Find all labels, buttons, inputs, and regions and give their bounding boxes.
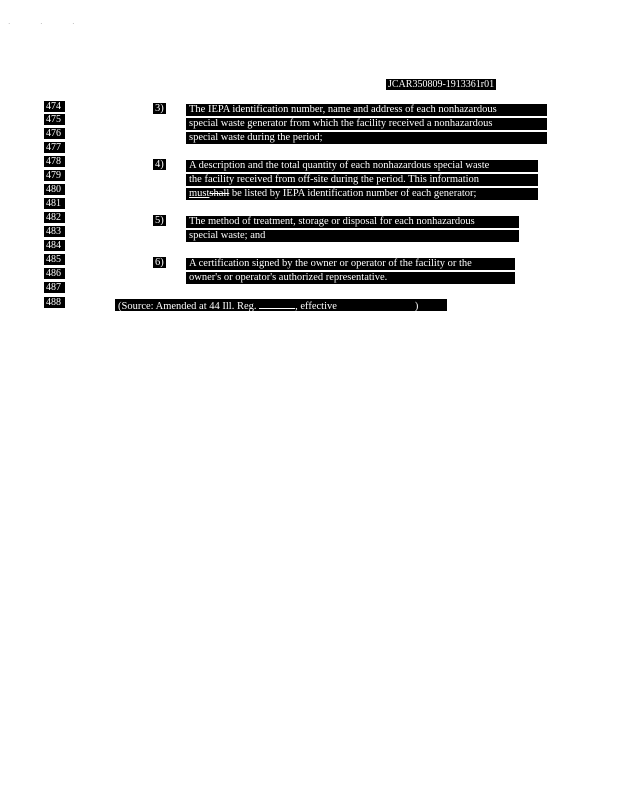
line-number: 475	[44, 114, 65, 125]
line-number: 484	[44, 240, 65, 251]
document-id: JCAR350809-1913361r01	[388, 79, 495, 90]
item-text-line: owner's or operator's authorized representative.	[186, 272, 515, 284]
line-number: 488	[44, 297, 65, 308]
line-number: 476	[44, 128, 65, 139]
register-blank	[259, 299, 295, 309]
item-text-line: The method of treatment, storage or disposal for each nonhazardous	[186, 216, 519, 228]
item-text-line: special waste; and	[186, 230, 519, 242]
source-note	[115, 299, 447, 311]
item-text-line: A description and the total quantity of each nonhazardous special waste	[186, 160, 538, 172]
source-middle: , effective	[295, 301, 337, 312]
item-number: 3)	[155, 103, 164, 114]
item-number: 5)	[155, 215, 164, 226]
line-number: 480	[44, 184, 65, 195]
line-number: 482	[44, 212, 65, 223]
item-text-line: A certification signed by the owner or operator of the facility or the	[186, 258, 515, 270]
line-number: 479	[44, 170, 65, 181]
line-number: 478	[44, 156, 65, 167]
line-number: 483	[44, 226, 65, 237]
item-number: 4)	[155, 159, 164, 170]
source-suffix: )	[414, 301, 419, 312]
item-text-line: The IEPA identification number, name and address of each nonhazardous	[186, 104, 547, 116]
source-prefix: (Source: Amended at 44 Ill. Reg.	[118, 301, 257, 312]
line-number: 486	[44, 268, 65, 279]
line-number: 481	[44, 198, 65, 209]
item-text-line: special waste during the period;	[186, 132, 547, 144]
line-number: 487	[44, 282, 65, 293]
item-text-line: special waste generator from which the facility received a nonhazardous	[186, 118, 547, 130]
item-number: 6)	[155, 257, 164, 268]
item-text-line	[186, 188, 538, 200]
line-number: 477	[44, 142, 65, 153]
item-text-rest: be listed by IEPA identification number of each generator;	[229, 188, 477, 199]
inserted-text: must	[189, 188, 210, 199]
line-number: 474	[44, 101, 65, 112]
deleted-text: shall	[209, 188, 230, 199]
item-text-line: the facility received from off-site during the period. This information	[186, 174, 538, 186]
line-number: 485	[44, 254, 65, 265]
scan-specks: · · ·	[8, 20, 89, 28]
